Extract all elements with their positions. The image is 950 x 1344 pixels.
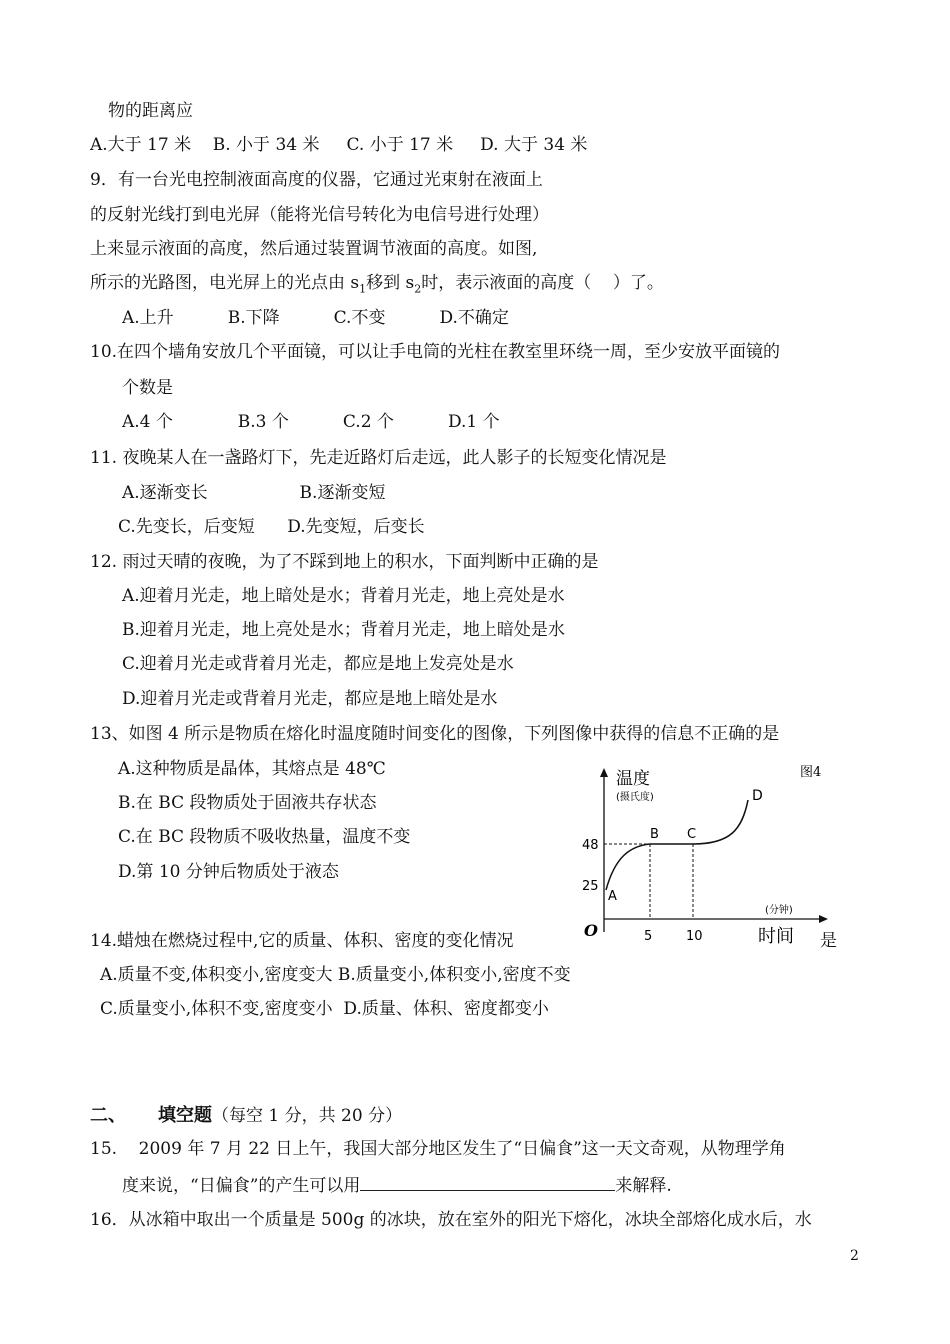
q12-option-d: D.迎着月光走或背着月光走，都应是地上暗处是水 xyxy=(122,689,498,709)
q11-line1: 11. 夜晚某人在一盏路灯下，先走近路灯后走远，此人影子的长短变化情况是 xyxy=(90,448,667,468)
q13-option-a: A.这种物质是晶体，其熔点是 48℃ xyxy=(118,759,386,779)
q9-line2: 的反射光线打到电光屏（能将光信号转化为电信号进行处理） xyxy=(90,205,549,225)
point-d: D xyxy=(752,788,763,804)
q13-option-c: C.在 BC 段物质不吸收热量，温度不变 xyxy=(118,827,411,847)
q15-line2-a: 度来说，“日偏食”的产生可以用 xyxy=(122,1176,361,1196)
q10-options: A.4 个 B.3 个 C.2 个 D.1 个 xyxy=(122,412,500,432)
figure-4-graph xyxy=(570,762,850,952)
q11-options-ab: A.逐渐变长 B.逐渐变短 xyxy=(122,483,386,503)
temperature-curve xyxy=(606,800,748,890)
page-number: 2 xyxy=(850,1248,859,1264)
x-axis-arrow xyxy=(819,915,828,923)
y-axis-arrow xyxy=(600,768,608,777)
q9-line1: 9．有一台光电控制液面高度的仪器，它通过光束射在液面上 xyxy=(90,170,543,190)
q9-sub2: 2 xyxy=(414,282,422,296)
q13-option-b: B.在 BC 段物质处于固液共存状态 xyxy=(118,793,377,813)
q14-line1: 14.蜡烛在燃烧过程中,它的质量、体积、密度的变化情况 xyxy=(90,931,514,951)
q14-options-ab: A.质量不变,体积变小,密度变大 B.质量变小,体积变小,密度不变 xyxy=(100,965,571,985)
q11-options-cd: C.先变长，后变短 D.先变短，后变长 xyxy=(118,517,425,537)
q8-options: A.大于 17 米 B. 小于 34 米 C. 小于 17 米 D. 大于 34 米 xyxy=(90,135,588,155)
q16-line1: 16．从冰箱中取出一个质量是 500g 的冰块，放在室外的阳光下熔化，冰块全部熔化成水后，水 xyxy=(90,1210,812,1230)
q14-options-cd: C.质量变小,体积不变,密度变小 D.质量、体积、密度都变小 xyxy=(100,999,549,1019)
q12-line1: 12. 雨过天晴的夜晚，为了不踩到地上的积水，下面判断中正确的是 xyxy=(90,552,599,572)
q15-line1: 15. 2009 年 7 月 22 日上午，我国大部分地区发生了“日偏食”这一天文奇观，从物理学角 xyxy=(90,1139,786,1159)
q12-option-b: B.迎着月光走，地上亮处是水；背着月光走，地上暗处是水 xyxy=(122,620,565,640)
q8-tail: 物的距离应 xyxy=(108,101,193,121)
point-a: A xyxy=(608,889,617,904)
q9-line4 xyxy=(90,272,664,300)
q13-line1: 13、如图 4 所示是物质在熔化时温度随时间变化的图像，下列图像中获得的信息不正确的是 xyxy=(90,724,780,744)
x-axis-label: 时间 xyxy=(758,926,794,947)
q15-line2 xyxy=(122,1174,672,1197)
y-tick-48: 48 xyxy=(582,838,599,853)
q9-line4-c: 时，表示液面的高度（ ）了。 xyxy=(421,273,664,293)
x-tick-10: 10 xyxy=(686,929,703,944)
section-note: （每空 1 分，共 20 分） xyxy=(212,1106,403,1126)
y-axis-unit: (摄氏度) xyxy=(616,792,654,803)
origin-label: O xyxy=(584,921,598,940)
q10-line1: 10.在四个墙角安放几个平面镜，可以让手电筒的光柱在教室里环绕一周，至少安放平面镜的 xyxy=(90,342,781,362)
point-c: C xyxy=(687,827,697,842)
x-axis-unit: (分钟) xyxy=(765,905,793,916)
q10-line2: 个数是 xyxy=(122,378,173,398)
section-number: 二、 xyxy=(90,1105,126,1126)
q13-option-d: D.第 10 分钟后物质处于液态 xyxy=(118,862,339,882)
q9-line3: 上来显示液面的高度，然后通过装置调节液面的高度。如图, xyxy=(90,239,538,259)
q9-options: A.上升 B.下降 C.不变 D.不确定 xyxy=(122,308,509,328)
q9-line4-b: 移到 s xyxy=(366,273,415,293)
q9-line4-a: 所示的光路图，电光屏上的光点由 s xyxy=(90,273,360,293)
q12-option-c: C.迎着月光走或背着月光走，都应是地上发亮处是水 xyxy=(122,654,514,674)
y-axis-label: 温度 xyxy=(616,769,650,789)
q15-line2-b: 来解释. xyxy=(615,1176,672,1196)
point-b: B xyxy=(650,827,659,842)
q14-tail: 是 xyxy=(820,931,837,951)
q9-sub1: 1 xyxy=(359,282,367,296)
section-title: 填空题 xyxy=(158,1105,212,1126)
q15-answer-blank[interactable] xyxy=(360,1174,615,1191)
x-tick-5: 5 xyxy=(644,929,653,944)
q12-option-a: A.迎着月光走，地上暗处是水；背着月光走，地上亮处是水 xyxy=(122,586,565,606)
figure-title: 图4 xyxy=(800,765,822,780)
section-heading xyxy=(158,1101,402,1127)
y-tick-25: 25 xyxy=(582,879,599,894)
